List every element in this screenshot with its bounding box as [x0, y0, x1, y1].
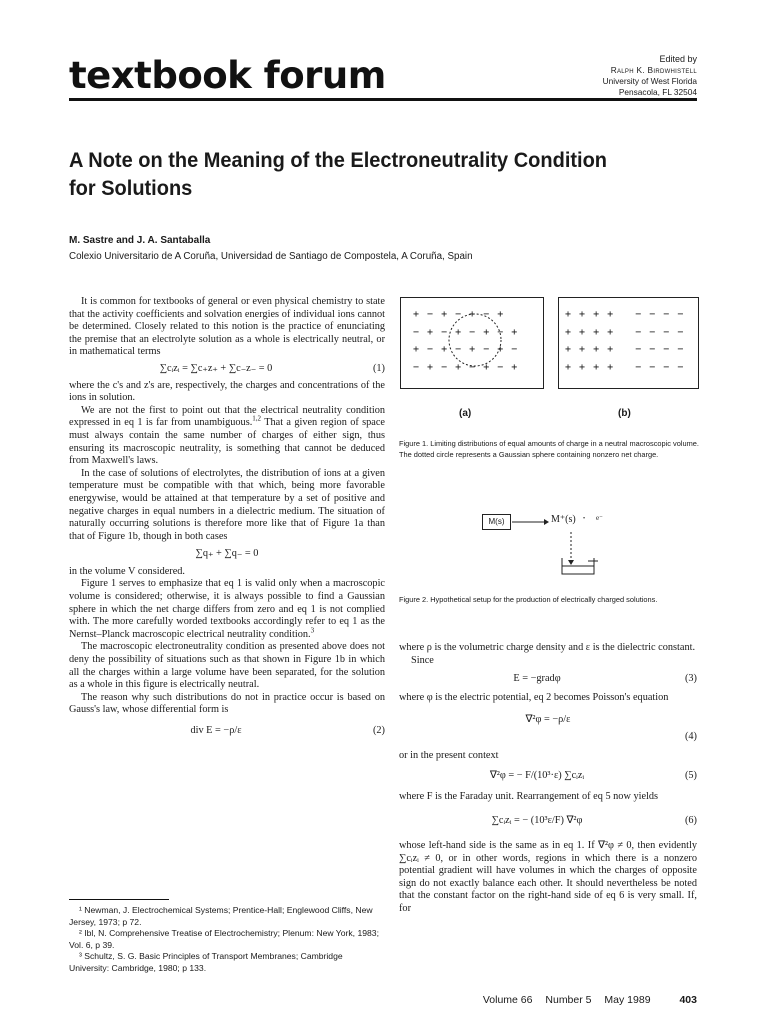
paragraph: It is common for textbooks of general or even physical chemistry to state that the activity coefficients and solvation energies of individual ions cannot be determined. Closely related to this notion is the practice of enunciating the premise that an electrolyte solution as a whole is electrically neutral, or in mathematical terms [69, 296, 385, 358]
beaker-icon [560, 556, 600, 576]
equation-4 [399, 714, 697, 727]
equation-6 [399, 815, 697, 828]
equation-2 [69, 725, 385, 738]
paragraph [69, 405, 385, 468]
citation-ref: 1,2 [252, 414, 262, 423]
editor-city: Pensacola, FL 32504 [618, 87, 697, 97]
paragraph: whose left-hand side is the same as in eq 1. If ∇²φ ≠ 0, then evidently ∑cᵢzᵢ ≠ 0, or in other words, regions in which there is a nonzero potential gradient will have volumes in which the charges of opposite sign do not exactly balance each other. It should nevertheless be noted that the constant factor on the right-hand side of eq 6 is very small. If, for [399, 839, 697, 914]
equation-text: ∇²φ = −ρ/ε [525, 714, 571, 726]
editor-name: Ralph K. Birdwhistell [610, 65, 697, 75]
equation-text: ∑q₊ + ∑q₋ = 0 [195, 548, 259, 560]
authors: M. Sastre and J. A. Santaballa [69, 235, 211, 246]
figure-2 [482, 514, 632, 584]
figure-1b-charges: + + + + − − − − + + + + − − − − + + + + − − − − + + + + − − − − [565, 309, 685, 373]
figure-1a-charges: + − + − + − + − + − + − + − + + − + − + − + − − + − + − + − + [413, 309, 519, 373]
right-column [399, 642, 697, 916]
equation-text: E = −gradφ [513, 673, 561, 685]
affiliation: Colexio Universitario de A Coruña, Universidad de Santiago de Compostela, A Coruña, Spain [69, 251, 473, 262]
equation-number: (5) [684, 770, 697, 782]
figure-1b-box [558, 297, 699, 389]
figure-2-caption: Figure 2. Hypothetical setup for the production of electrically charged solutions. [399, 595, 658, 604]
paragraph [69, 578, 385, 641]
left-column [69, 296, 385, 746]
paragraph: where F is the Faraday unit. Rearrangement of eq 5 now yields [399, 790, 659, 802]
paragraph-text: We are not the first to point out that the electrical neutrality condition expressed in eq 1 is far from unambiguous. [69, 404, 385, 429]
editor-affiliation: University of West Florida [602, 76, 697, 86]
paragraph: Since [411, 654, 434, 666]
paragraph: In the case of solutions of electrolytes, the distribution of ions at a given temperature must be compatible with that which, being more favorable energywise, would be attained at that temperature by a set of positive and negative charges in equal numbers in a dielectric medium. The situation of naturally occurring solutions is therefore more like that of Figure 1a than that of Figure 1b, though in both cases [69, 467, 385, 542]
paragraph: The reason why such distributions do not in practice occur is based on Gauss's law, whose differential form is [69, 691, 385, 716]
paragraph-text: Figure 1 serves to emphasize that eq 1 is valid only when a macroscopic volume is considered; otherwise, it is always possible to find a Gaussian sphere in which the net charge differs from zero and eq 1 is not complied with. The more carefully worded textbooks accordingly refer to eq 1 as the Nernst–Planck macroscopic electrical neutrality condition. [69, 578, 385, 640]
citation-ref: 3 [310, 626, 315, 635]
figure-1a-box [400, 297, 544, 389]
paragraph: or in the present context [399, 749, 499, 761]
paragraph: in the volume V considered. [69, 565, 186, 577]
equation-3 [399, 673, 697, 686]
electron-label: e⁻ [596, 514, 603, 522]
page-footer [473, 994, 697, 1006]
paragraph: where ρ is the volumetric charge density and ε is the dielectric constant. [399, 642, 696, 653]
paragraph-text: That a given region of space must always contain the same number of charges of either sign, thus ensuring its macroscopic neutrality, is something that cannot be deduced from Maxwell's laws. [69, 417, 385, 467]
figure-1-caption: Figure 1. Limiting distributions of equal amounts of charge in a neutral macroscopic volume. The dotted circle represents a Gaussian sphere containing nonzero net charge. [399, 439, 699, 459]
date-label: May 1989 [604, 994, 651, 1006]
equation-number: (6) [684, 815, 697, 827]
page-number: 403 [679, 994, 697, 1006]
paragraph: where the c's and z's are, respectively, the charges and concentrations of the ions in solution. [69, 379, 385, 404]
equation-text: ∑cᵢzᵢ = − (10³ε/F) ∇²φ [491, 815, 583, 827]
paragraph: The macroscopic electroneutrality condition as presented above does not deny the possibility of situations such as that shown in Figure 1b in which all the charges within a large volume have been separated, for the solution as a whole in this figure is electrically neutral. [69, 641, 385, 691]
footnote-rule [69, 899, 169, 900]
equation-5 [399, 770, 697, 783]
equation-1 [69, 363, 385, 376]
equation-text: ∑cᵢzᵢ = ∑c₊z₊ + ∑c₋z₋ = 0 [159, 362, 273, 374]
edited-by-label: Edited by [659, 54, 697, 64]
arrow-right-icon [510, 516, 550, 528]
footnote-3: ³ Schultz, S. G. Basic Principles of Transport Membranes; Cambridge University: Cambridge, 1980; p 133. [69, 951, 343, 973]
journal-section-title: textbook forum [69, 54, 386, 97]
editor-block [603, 54, 697, 98]
article-title [69, 146, 664, 202]
ion-product: M⁺(s) [551, 514, 576, 525]
title-line-2: for Solutions [69, 176, 193, 200]
equation-4-number-row [399, 731, 697, 744]
gaussian-sphere-icon [447, 312, 503, 368]
header-rule [69, 98, 697, 101]
equation-number: (2) [372, 725, 385, 736]
equation-number: (4) [684, 730, 697, 742]
equation-number: (1) [372, 362, 385, 374]
equation-text: div E = −ρ/ε [190, 725, 242, 736]
paragraph: where φ is the electric potential, eq 2 becomes Poisson's equation [399, 691, 669, 703]
title-line-1: A Note on the Meaning of the Electroneutrality Condition [69, 148, 608, 172]
figure-1b-label: (b) [618, 408, 631, 419]
equation-number: (3) [684, 673, 697, 685]
equation-text: ∇²φ = − F/(10³·ε) ∑cᵢzᵢ [489, 770, 585, 782]
footnote-1: ¹ Newman, J. Electrochemical Systems; Prentice-Hall; Englewood Cliffs, New Jersey, 1973; p 72. [69, 905, 373, 927]
equation-sum [69, 548, 385, 561]
issue-label: Number 5 [545, 994, 592, 1006]
metal-box: M(s) [482, 514, 511, 530]
figure-1a-label: (a) [459, 408, 472, 419]
volume-label: Volume 66 [482, 994, 533, 1006]
footnote-2: ² Ibl, N. Comprehensive Treatise of Electrochemistry; Plenum: New York, 1983; Vol. 6, p 39. [69, 928, 379, 950]
separator-dot: • [583, 516, 586, 522]
footnotes [69, 905, 385, 975]
